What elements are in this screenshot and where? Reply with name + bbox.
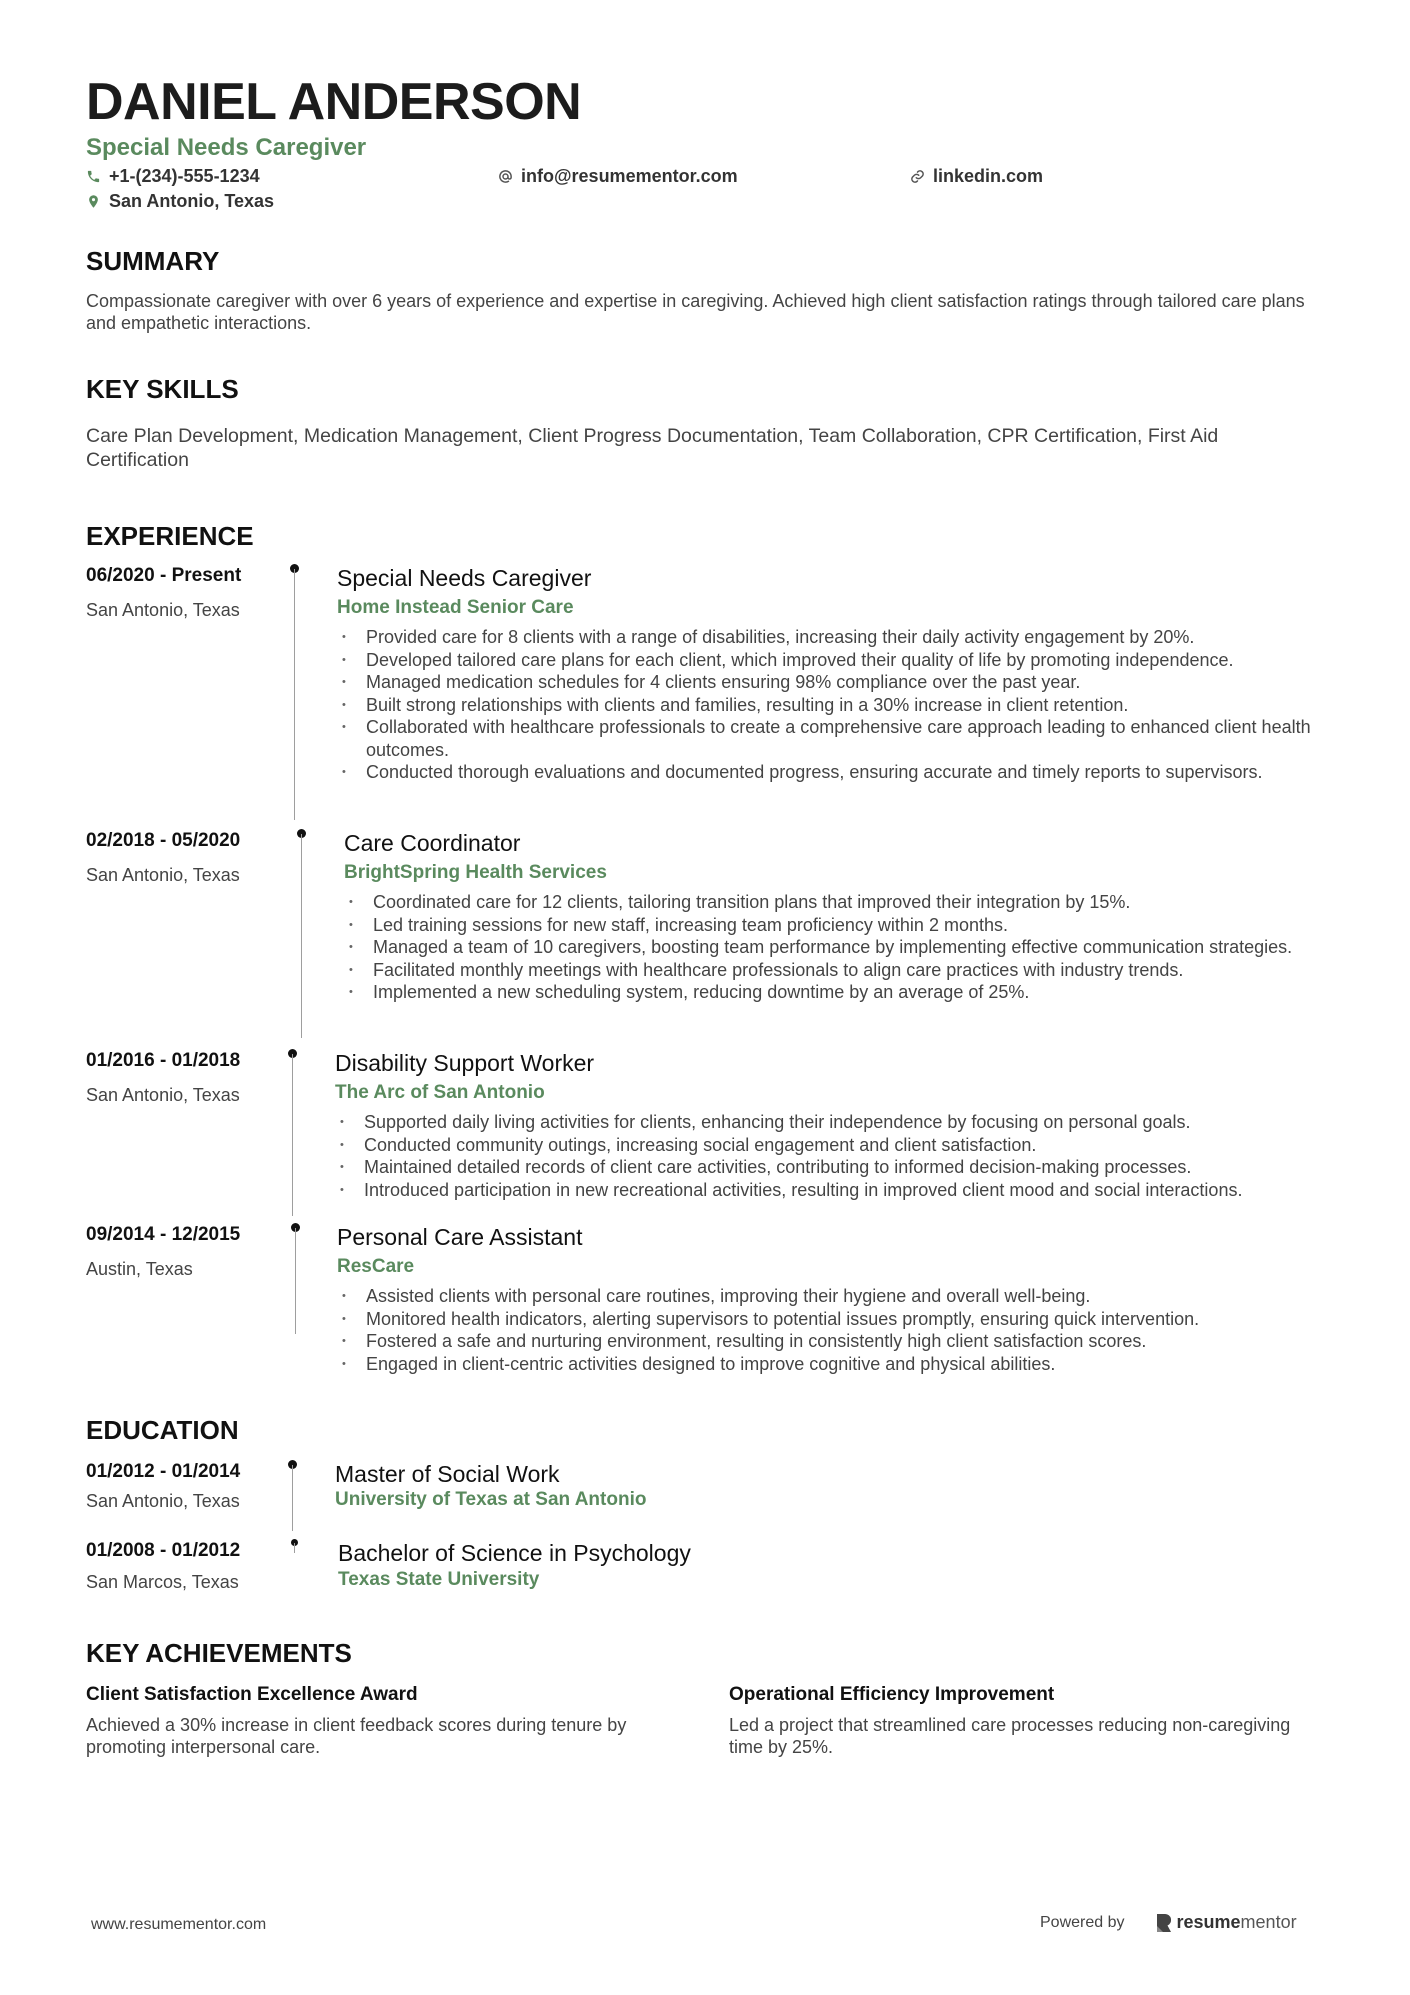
link-icon <box>910 169 925 184</box>
summary-text: Compassionate caregiver with over 6 years of experience and expertise in caregiving. Achieved high client satisfaction ratings through tailored care plans and empathetic interactions. <box>86 291 1305 333</box>
experience-location: San Antonio, Texas <box>86 865 240 885</box>
education-heading: EDUCATION <box>86 1415 239 1445</box>
achievement-list <box>337 626 1327 784</box>
achievement-item <box>729 1683 1319 1758</box>
experience-date: 09/2014 - 12/2015 <box>86 1224 241 1245</box>
degree-title: Bachelor of Science in Psychology <box>338 1540 691 1566</box>
list-item: • Engaged in client-centric activities designed to improve cognitive and physical abilities. <box>337 1353 1327 1376</box>
achievement-list <box>344 891 1327 1004</box>
email-text[interactable]: info@resumementor.com <box>521 166 738 186</box>
experience-date: 02/2018 - 05/2020 <box>86 830 241 851</box>
education-date: 01/2008 - 01/2012 <box>86 1540 241 1561</box>
location-text: San Antonio, Texas <box>109 191 275 211</box>
contact-phone <box>86 165 260 187</box>
list-item: • Conducted thorough evaluations and documented progress, ensuring accurate and timely reports to supervisors. <box>337 761 1327 784</box>
experience-location: San Antonio, Texas <box>86 600 240 620</box>
brand-logo[interactable] <box>1155 1912 1297 1933</box>
experience-details <box>337 564 1327 784</box>
experience-details <box>335 1049 1327 1201</box>
summary-heading: SUMMARY <box>86 246 220 276</box>
timeline-line <box>292 1465 294 1531</box>
timeline-line <box>292 1054 294 1216</box>
job-title: Care Coordinator <box>344 830 521 856</box>
experience-heading: EXPERIENCE <box>86 521 254 551</box>
candidate-name: DANIEL ANDERSON <box>86 73 582 131</box>
list-item: • Fostered a safe and nurturing environment, resulting in consistently high client satisfaction scores. <box>337 1330 1327 1353</box>
school-name: University of Texas at San Antonio <box>335 1489 647 1510</box>
degree-title: Master of Social Work <box>335 1461 560 1487</box>
map-pin-icon <box>86 194 101 209</box>
contact-email <box>498 165 738 187</box>
achievement-title: Client Satisfaction Excellence Award <box>86 1684 418 1705</box>
contact-linkedin <box>910 165 1043 187</box>
list-item: • Assisted clients with personal care routines, improving their hygiene and overall well-being. <box>337 1285 1327 1308</box>
achievement-title: Operational Efficiency Improvement <box>729 1684 1055 1705</box>
education-location: San Antonio, Texas <box>86 1491 240 1511</box>
list-item: • Managed medication schedules for 4 clients ensuring 98% compliance over the past year. <box>337 671 1327 694</box>
achievement-text: Led a project that streamlined care processes reducing non-caregiving time by 25%. <box>729 1715 1291 1757</box>
list-item: • Developed tailored care plans for each client, which improved their quality of life by promoting independence. <box>337 649 1327 672</box>
skills-text: Care Plan Development, Medication Management, Client Progress Documentation, Team Collaboration, CPR Certification, First Aid Certification <box>86 425 1219 471</box>
company-name: BrightSpring Health Services <box>344 862 607 883</box>
timeline-line <box>301 834 303 1038</box>
list-item: • Coordinated care for 12 clients, tailoring transition plans that improved their integration by 15%. <box>344 891 1327 914</box>
footer-website[interactable]: www.resumementor.com <box>91 1916 267 1933</box>
achievement-list <box>337 1285 1327 1375</box>
skills-heading: KEY SKILLS <box>86 374 239 404</box>
achievements-heading: KEY ACHIEVEMENTS <box>86 1638 352 1668</box>
list-item: • Introduced participation in new recreational activities, resulting in improved client mood and social interactions. <box>335 1179 1327 1202</box>
experience-details <box>337 1223 1327 1375</box>
phone-text[interactable]: +1-(234)-555-1234 <box>109 166 260 186</box>
experience-date: 06/2020 - Present <box>86 565 242 586</box>
timeline-line <box>294 1543 296 1553</box>
company-name: The Arc of San Antonio <box>335 1082 545 1103</box>
timeline-line <box>295 1228 297 1334</box>
timeline-line <box>294 569 296 820</box>
job-title: Personal Care Assistant <box>337 1224 583 1250</box>
job-title: Special Needs Caregiver <box>337 565 592 591</box>
job-title: Disability Support Worker <box>335 1050 595 1076</box>
experience-location: Austin, Texas <box>86 1259 193 1279</box>
list-item: • Monitored health indicators, alerting supervisors to potential issues promptly, ensuring quick intervention. <box>337 1308 1327 1331</box>
achievement-item <box>86 1683 676 1758</box>
education-details <box>338 1539 1325 1592</box>
list-item: • Collaborated with healthcare professionals to create a comprehensive care approach leading to enhanced client health outcomes. <box>337 716 1327 761</box>
achievement-text: Achieved a 30% increase in client feedback scores during tenure by promoting interpersonal care. <box>86 1715 627 1757</box>
education-location: San Marcos, Texas <box>86 1572 239 1592</box>
list-item: • Maintained detailed records of client care activities, contributing to informed decision-making processes. <box>335 1156 1327 1179</box>
brand-light: mentor <box>1240 1912 1297 1932</box>
company-name: Home Instead Senior Care <box>337 597 574 618</box>
resumementor-logo-icon <box>1155 1914 1171 1932</box>
experience-location: San Antonio, Texas <box>86 1085 240 1105</box>
footer-powered-by <box>1040 1912 1297 1933</box>
list-item: • Conducted community outings, increasing social engagement and client satisfaction. <box>335 1134 1327 1157</box>
experience-date: 01/2016 - 01/2018 <box>86 1050 241 1071</box>
list-item: • Implemented a new scheduling system, reducing downtime by an average of 25%. <box>344 981 1327 1004</box>
brand-bold: resume <box>1176 1912 1241 1932</box>
list-item: • Built strong relationships with clients and families, resulting in a 30% increase in client retention. <box>337 694 1327 717</box>
list-item: • Facilitated monthly meetings with healthcare professionals to align care practices with industry trends. <box>344 959 1327 982</box>
list-item: • Provided care for 8 clients with a range of disabilities, increasing their daily activity engagement by 20%. <box>337 626 1327 649</box>
powered-by-label: Powered by <box>1040 1913 1125 1931</box>
at-sign-icon <box>498 169 513 184</box>
linkedin-text[interactable]: linkedin.com <box>933 166 1044 186</box>
list-item: • Supported daily living activities for clients, enhancing their independence by focusing on personal goals. <box>335 1111 1327 1134</box>
list-item: • Led training sessions for new staff, increasing team proficiency within 2 months. <box>344 914 1327 937</box>
phone-icon <box>86 169 101 184</box>
achievement-list <box>335 1111 1327 1201</box>
education-date: 01/2012 - 01/2014 <box>86 1461 241 1482</box>
contact-location <box>86 190 274 212</box>
company-name: ResCare <box>337 1256 415 1277</box>
candidate-role: Special Needs Caregiver <box>86 134 367 161</box>
school-name: Texas State University <box>338 1569 540 1590</box>
education-details <box>335 1460 1325 1512</box>
list-item: • Managed a team of 10 caregivers, boosting team performance by implementing effective communication strategies. <box>344 936 1327 959</box>
experience-details <box>344 829 1327 1004</box>
